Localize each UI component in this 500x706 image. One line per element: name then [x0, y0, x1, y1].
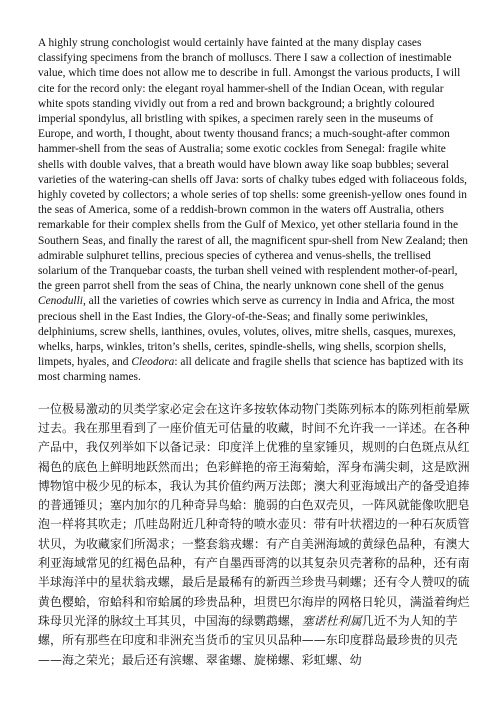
english-text-part1: A highly strung conchologist would certainly have fainted at the many display cases classifying specimens from the branch of molluscs. There I saw a collection of inestimable value, which time does not allow me to describe in full. Amongst the various products, I will cite for the record only: the elegant royal hammer-shell of the Indian Ocean, with regular white spots standing vividly out from a red and brown background; a brightly coloured imperial spondylus, all bristling with spikes, a specimen rarely seen in the museums of Europe, and worth, I thought, about twenty thousand francs; a much-sought-after common hammer-shell from the seas of Australia; some exotic cockles from Senegal: fragile white shells with double valves, that a breath would have blown away like soap bubbles; several varieties of the watering-can shells off Java: sorts of chalky tubes edged with foliaceous folds, highly coveted by collectors; a whole series of top shells: some greenish-yellow ones found in the seas of America, some of a reddish-brown common in the waters off Australia, others remarkable for their complex shells from the Gulf of Mexico, yet other stellaria found in the Southern Seas, and finally the rarest of all, the magnificent spur-shell from New Zealand; then admirable sulphuret tellins, precious species of cytherea and venus-shells, the trellised solarium of the Tranquebar coasts, the turban shell veined with resplendent mother-of-pearl, the green parrot shell from the seas of China, the nearly unknown cone shell of the genus [38, 37, 468, 293]
english-text-part2: , all the varieties of cowries which serve as currency in India and Africa, the most precious shell in the East Indies, the Glory-of-the-Seas; and finally some periwinkles, delphiniums, screw shells, ianthines, ovules, volutes, olives, mitre shells, casques, murexes, whelks, harps, winkles, triton’s shells, cerites, spindle-shells, wing shells, scorpion shells, limpets, hyales, and [38, 295, 456, 369]
genus-name-cenodulli: Cenodulli [38, 295, 83, 308]
document-page [38, 36, 470, 670]
chinese-text-part2: 几近不为人知的芋螺，所有那些在印度和非洲充当货币的宝贝贝品种——东印度群岛最珍贵的贝壳——海之荣光；最后还有滨螺、翠雀螺、旋梯螺、彩虹螺、幼 [38, 613, 458, 667]
chinese-genus-name: 塞诺杜利属 [301, 613, 362, 628]
genus-name-cleodora: Cleodora [131, 356, 175, 369]
english-paragraph [38, 36, 470, 386]
chinese-text-part1: 一位极易激动的贝类学家必定会在这许多按软体动物门类陈列标本的陈列柜前晕厥过去。我在那里看到了一座价值无可估量的收藏，时间不允许我一一详述。在各种产品中，我仅列举如下以备记录：印度洋上优雅的皇家锤贝，规则的白色斑点从红褐色的底色上鲜明地跃然而出；色彩鲜艳的帝王海菊蛤，浑身布满尖刺，这是欧洲博物馆中极少见的标本，我认为其价值约两万法郎；澳大利亚海域出产的备受追捧的普通锤贝；塞内加尔的几种奇异鸟蛤：脆弱的白色双壳贝，一阵风就能像吹肥皂泡一样将其吹走；爪哇岛附近几种奇特的喷水壶贝：带有叶状褶边的一种石灰质管状贝，为收藏家们所渴求；一整套翁戎螺：有产自美洲海域的黄绿色品种，有澳大利亚海域常见的红褐色品种，有产自墨西哥湾的以其复杂贝壳著称的品种，还有南半球海洋中的星状翁戎螺，最后是最稀有的新西兰珍贵马刺螺；还有令人赞叹的硫黄色樱蛤，帘蛤科和帘蛤属的珍贵品种，坦贯巴尔海岸的网格日轮贝，满溢着绚烂珠母贝光泽的脉纹土耳其贝，中国海的绿鹦鹉螺， [38, 401, 470, 628]
english-text-part3: : all delicate and fragile shells that science has baptized with its most charming names. [38, 356, 464, 384]
chinese-paragraph [38, 400, 470, 670]
